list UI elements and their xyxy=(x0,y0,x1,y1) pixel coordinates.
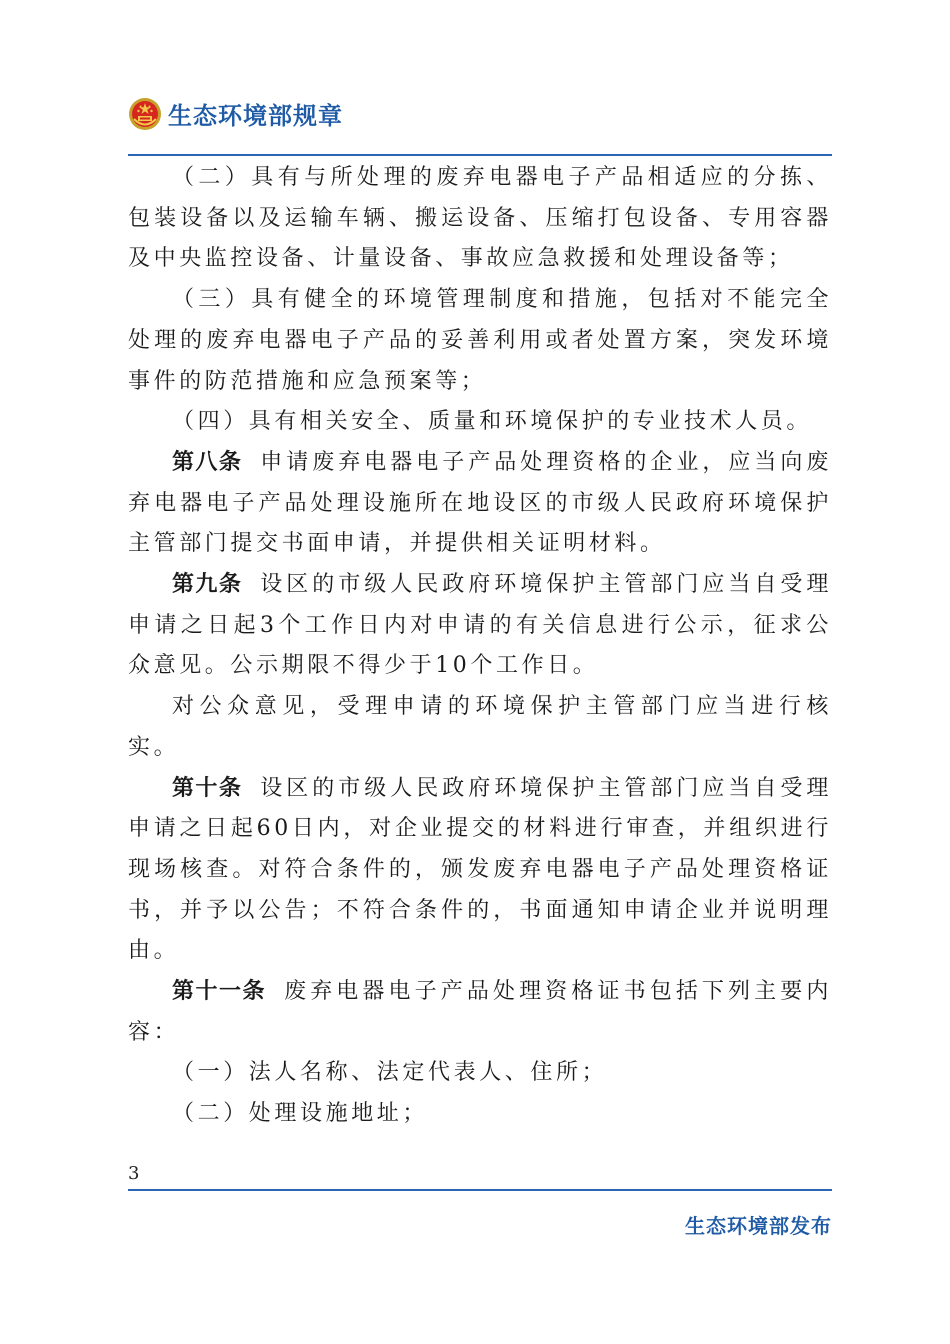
clause-paragraph xyxy=(128,687,832,768)
article-paragraph xyxy=(128,972,832,1053)
paragraph-text: 废弃电器电子产品处理资格证书包括下列主要内容： xyxy=(128,979,832,1045)
paragraph-text: （四）具有相关安全、质量和环境保护的专业技术人员。 xyxy=(172,409,813,435)
clause-paragraph xyxy=(128,402,832,443)
article-number: 第九条 xyxy=(172,572,243,598)
national-emblem-icon xyxy=(128,97,162,131)
clause-paragraph xyxy=(128,1053,832,1094)
footer-divider xyxy=(128,1189,832,1191)
document-body xyxy=(128,158,832,1135)
article-number: 第十条 xyxy=(172,775,243,801)
paragraph-text: （二）具有与所处理的废弃电器电子产品相适应的分拣、包装设备以及运输车辆、搬运设备、压缩打包设备、专用容器及中央监控设备、计量设备、事故应急救援和处理设备等； xyxy=(128,165,832,272)
paragraph-text: （二）处理设施地址； xyxy=(172,1101,429,1127)
clause-paragraph xyxy=(128,158,832,280)
article-number: 第十一条 xyxy=(172,979,267,1005)
paragraph-text: 对公众意见，受理申请的环境保护主管部门应当进行核实。 xyxy=(128,694,832,760)
paragraph-text: （一）法人名称、法定代表人、住所； xyxy=(172,1060,608,1086)
paragraph-text: 设区的市级人民政府环境保护主管部门应当自受理申请之日起3个工作日内对申请的有关信息进行公示，征求公众意见。公示期限不得少于10个工作日。 xyxy=(128,572,832,679)
article-paragraph xyxy=(128,769,832,973)
article-paragraph xyxy=(128,443,832,565)
clause-paragraph xyxy=(128,1094,832,1135)
footer-publisher: 生态环境部发布 xyxy=(685,1214,832,1238)
header-divider xyxy=(128,154,832,156)
article-number: 第八条 xyxy=(172,449,243,475)
page-number: 3 xyxy=(128,1163,140,1184)
page-header xyxy=(128,96,343,131)
paragraph-text: 申请废弃电器电子产品处理资格的企业，应当向废弃电器电子产品处理设施所在地设区的市级人民政府环境保护主管部门提交书面申请，并提供相关证明材料。 xyxy=(128,449,832,557)
header-title: 生态环境部规章 xyxy=(168,102,343,130)
paragraph-text: （三）具有健全的环境管理制度和措施，包括对不能完全处理的废弃电器电子产品的妥善利用或者处置方案，突发环境事件的防范措施和应急预案等； xyxy=(128,287,832,394)
paragraph-text: 设区的市级人民政府环境保护主管部门应当自受理申请之日起60日内，对企业提交的材料进行审查，并组织进行现场核查。对符合条件的，颁发废弃电器电子产品处理资格证书，并予以公告；不符合条件的，书面通知申请企业并说明理由。 xyxy=(128,775,832,964)
article-paragraph xyxy=(128,565,832,687)
clause-paragraph xyxy=(128,280,832,402)
